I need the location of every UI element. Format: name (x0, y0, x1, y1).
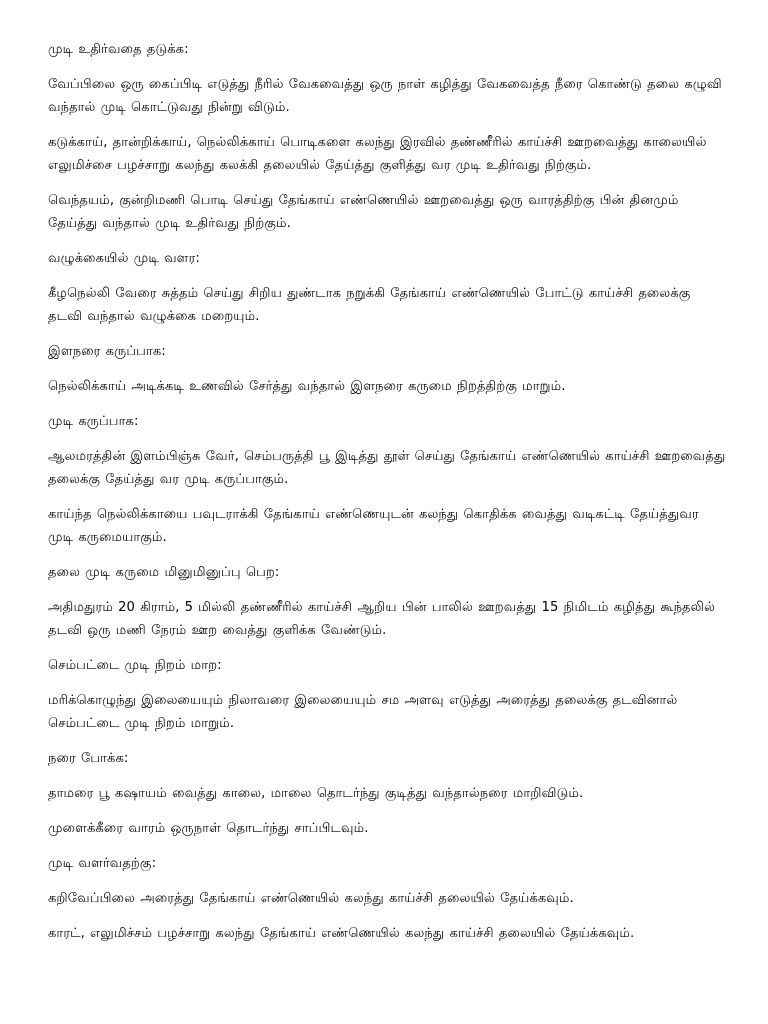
paragraph-amla-diet: நெல்லிக்காய் அடிக்கடி உணவில் சேர்த்து வந்தால் இளநரை கருமை நிறத்திற்கு மாறும். (48, 379, 566, 394)
paragraph-lotus-remedy: தாமரை பூ கஷாயம் வைத்து காலை, மாலை தொடர்ந்து குடித்து வந்தால்நரை மாறிவிடும். (48, 786, 584, 801)
section-heading-shine: தலை முடி கருமை மினுமினுப்பு பெற: (48, 565, 280, 580)
paragraph-curry-leaf-remedy: கறிவேப்பிலை அரைத்து தேங்காய் எண்ணெயில் கலந்து காய்ச்சி தலையில் தேய்க்கவும். (48, 891, 574, 906)
paragraph-amla-oil-remedy: காய்ந்த நெல்லிக்காயை பவுடராக்கி தேங்காய் எண்ணெயுடன் கலந்து கொதிக்க வைத்து வடிகட்டி தேய்த்துவர முடி கருமையாகும். (48, 507, 699, 545)
paragraph-kadukkai-remedy: கடுக்காய், தான்றிக்காய், நெல்லிக்காய் பொடிகளை கலந்து இரவில் தண்ணீரில் காய்ச்சி ஊறவைத்து காலையில் எலுமிச்சை பழச்சாறு கலந்து கலக்கி தலையில் தேய்த்து குளித்து வர முடி உதிர்வது நிற்கும். (48, 135, 707, 173)
paragraph-marikozhundhu-remedy: மரிக்கொழுந்து இலையையும் நிலாவரை இலையையும் சம அளவு எடுத்து அரைத்து தலைக்கு தடவினால் செம்பட்டை முடி நிறம் மாறும். (48, 693, 678, 731)
document-page (48, 38, 728, 957)
paragraph-licorice-remedy: அதிமதுரம் 20 கிராம், 5 மில்லி தண்ணீரில் காய்ச்சி ஆறிய பின் பாலில் ஊறவத்து 15 நிமிடம் கழித்து கூந்தலில் தடவி ஒரு மணி நேரம் ஊற வைத்து குளிக்க வேண்டும். (48, 600, 716, 638)
section-heading-black-hair: முடி கருப்பாக: (48, 414, 139, 429)
paragraph-fenugreek-remedy: வெந்தயம், குன்றிமணி பொடி செய்து தேங்காய் எண்ணெயில் ஊறவைத்து ஒரு வாரத்திற்கு பின் தினமும் தேய்த்து வந்தால் முடி உதிர்வது நிற்கும். (48, 193, 679, 231)
section-heading-hair-growth: முடி வளர்வதற்கு: (48, 856, 157, 871)
paragraph-mulaikeerai-remedy: முளைக்கீரை வாரம் ஒருநாள் தொடர்ந்து சாப்பிடவும். (48, 821, 369, 836)
section-heading-grey-removal: நரை போக்க: (48, 751, 129, 766)
section-heading-baldness: வழுக்கையில் முடி வளர: (48, 251, 200, 266)
section-heading-hair-fall: முடி உதிர்வதை தடுக்க: (48, 42, 189, 57)
paragraph-carrot-lemon-remedy: காரட், எலுமிச்சம் பழச்சாறு கலந்து தேங்காய் எண்ணெயில் கலந்து காய்ச்சி தலையில் தேய்க்கவும். (48, 926, 635, 941)
paragraph-neem-remedy: வேப்பிலை ஒரு கைப்பிடி எடுத்து நீரில் வேகவைத்து ஒரு நாள் கழித்து வேகவைத்த நீரை கொண்டு தலை கழுவி வந்தால் முடி கொட்டுவது நின்று விடும். (48, 77, 722, 115)
paragraph-banyan-root-remedy: ஆலமரத்தின் இளம்பிஞ்சு வேர், செம்பருத்தி பூ இடித்து தூள் செய்து தேங்காய் எண்ணெயில் காய்ச்சி ஊறவைத்து தலைக்கு தேய்த்து வர முடி கருப்பாகும். (48, 449, 726, 487)
paragraph-keezhanelli-remedy: கீழநெல்லி வேரை சுத்தம் செய்து சிறிய துண்டாக நறுக்கி தேங்காய் எண்ணெயில் போட்டு காய்ச்சி தலைக்கு தடவி வந்தால் வழுக்கை மறையும். (48, 286, 691, 324)
section-heading-brown-hair: செம்பட்டை முடி நிறம் மாற: (48, 658, 222, 673)
section-heading-premature-grey: இளநரை கருப்பாக: (48, 344, 166, 359)
